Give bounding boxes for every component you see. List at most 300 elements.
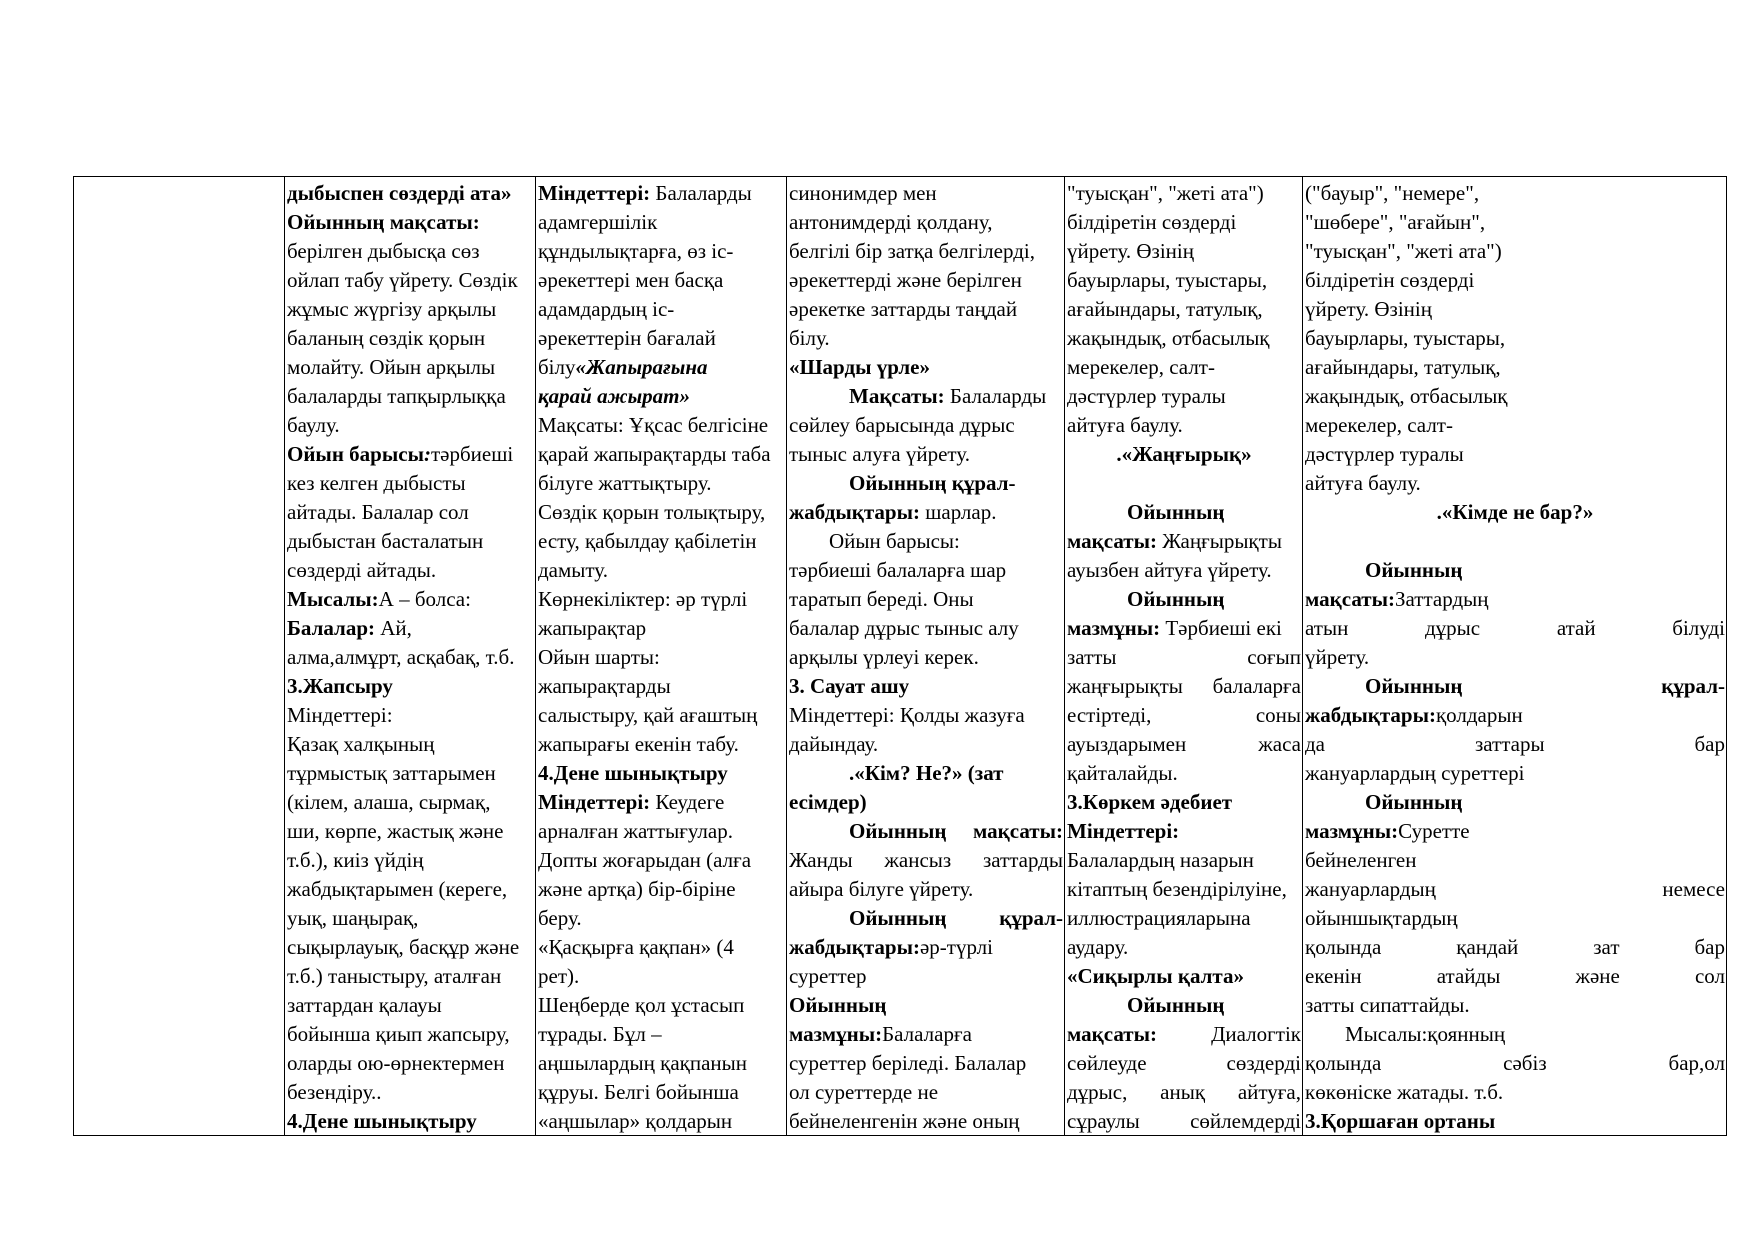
text-segment: есімдер) xyxy=(789,790,867,814)
text-line xyxy=(1305,933,1725,962)
text-segment: жапырағы екенін табу. xyxy=(538,732,739,756)
text-segment: суреттер беріледі. Балалар xyxy=(789,1051,1027,1075)
text-segment: 3. Сауат ашу xyxy=(789,674,910,698)
text-line xyxy=(789,498,1063,527)
text-segment: Балаларды xyxy=(650,181,752,205)
text-segment: Міндеттері: xyxy=(538,181,651,205)
text-segment: Кеудеге xyxy=(650,790,725,814)
text-segment: Балалардың назарын xyxy=(1067,848,1254,872)
text-segment: сол xyxy=(1694,964,1725,988)
text-line xyxy=(287,353,534,382)
text-segment: бар xyxy=(1694,935,1725,959)
text-line xyxy=(789,179,1063,208)
text-line xyxy=(789,585,1063,614)
text-segment: жануарлардың суреттері xyxy=(1305,761,1525,785)
text-line xyxy=(1305,672,1725,701)
cell-content xyxy=(536,177,786,1135)
text-segment: сөйлеу барысында дұрыс xyxy=(789,413,1015,437)
text-segment: бейнеленгенін және оның xyxy=(789,1109,1020,1133)
text-segment: сәбіз xyxy=(1503,1051,1547,1075)
text-segment: ойлап табу үйрету. Сөздік xyxy=(287,268,518,292)
text-segment: алма,алмұрт, асқабақ, т.б. xyxy=(287,645,515,669)
text-segment: адамгершілік xyxy=(538,210,658,234)
text-line xyxy=(1305,324,1725,353)
text-segment: Ойынның құрал- xyxy=(849,471,1016,495)
text-line xyxy=(1305,266,1725,295)
text-line xyxy=(1305,788,1725,817)
text-segment: тұрады. Бұл – xyxy=(538,1022,662,1046)
text-line xyxy=(287,1107,534,1135)
text-segment: бауырлары, туыстары, xyxy=(1067,268,1268,292)
text-line xyxy=(1305,440,1725,469)
text-segment: көкөніске жатады. т.б. xyxy=(1305,1080,1504,1104)
text-line xyxy=(1067,643,1301,672)
text-segment: айтады. Балалар сол xyxy=(287,500,469,524)
text-line xyxy=(1067,266,1301,295)
text-segment: тәрбиеші балаларға шар xyxy=(789,558,1007,582)
text-line xyxy=(1067,933,1301,962)
text-segment: айтуға баулу. xyxy=(1305,471,1421,495)
table-cell-mindetteri xyxy=(536,177,787,1136)
text-line xyxy=(1305,208,1725,237)
text-line xyxy=(538,295,785,324)
text-line xyxy=(1305,759,1725,788)
text-line xyxy=(538,1020,785,1049)
text-segment: Балалар: xyxy=(287,616,375,640)
text-segment: сөйлемдерді xyxy=(1190,1109,1301,1133)
text-segment: «Қасқырға қақпан» (4 xyxy=(538,935,734,959)
text-segment: ауызбен айтуға үйрету. xyxy=(1067,558,1272,582)
text-segment: арқылы үрлеуі керек. xyxy=(789,645,979,669)
text-segment: кітаптың безендірілуіне, xyxy=(1067,877,1287,901)
text-segment: шарлар. xyxy=(919,500,997,524)
text-line xyxy=(1067,498,1301,527)
text-line xyxy=(1067,788,1301,817)
text-segment: 4.Дене шынықтыру xyxy=(287,1109,477,1133)
text-segment: Суретте xyxy=(1398,819,1470,843)
text-line xyxy=(287,237,534,266)
text-segment: Ойынның xyxy=(1365,790,1463,814)
text-line xyxy=(287,556,534,585)
text-segment: анық xyxy=(1160,1080,1206,1104)
text-segment: уық, шаңырақ, xyxy=(287,906,419,930)
text-line xyxy=(538,266,785,295)
text-line xyxy=(538,875,785,904)
text-segment: мазмұны: xyxy=(1305,819,1399,843)
text-segment: Допты жоғарыдан (алға xyxy=(538,848,752,872)
text-line xyxy=(1067,585,1301,614)
text-segment: әр-түрлі xyxy=(919,935,993,959)
text-segment: 3.Көркем әдебиет xyxy=(1067,790,1233,814)
text-segment: Диалогтік xyxy=(1211,1022,1301,1046)
text-line xyxy=(1067,846,1301,875)
text-segment: дыбыспен сөздерді ата» xyxy=(287,181,512,205)
text-line xyxy=(538,527,785,556)
text-segment: «аңшылар» қолдарын xyxy=(538,1109,733,1133)
text-line xyxy=(1305,353,1725,382)
text-segment: Ойын барысы: xyxy=(829,529,960,553)
text-segment: құрал- xyxy=(999,906,1063,930)
text-line xyxy=(538,643,785,672)
text-line xyxy=(1305,1078,1725,1107)
text-segment: білдіретін сөздерді xyxy=(1067,210,1237,234)
text-segment: балаларды тапқырлыққа xyxy=(287,384,506,408)
text-line xyxy=(789,1107,1063,1135)
cell-content xyxy=(1065,177,1302,1135)
text-segment: жұмыс жүргізу арқылы xyxy=(287,297,497,321)
text-line xyxy=(287,469,534,498)
text-segment: Ойынның xyxy=(1365,558,1463,582)
text-segment: Заттардың xyxy=(1395,587,1489,611)
text-line xyxy=(789,295,1063,324)
text-line xyxy=(789,411,1063,440)
text-segment: дұрыс, xyxy=(1067,1080,1128,1104)
text-segment: (кілем, алаша, сырмақ, xyxy=(287,790,491,814)
text-line xyxy=(789,324,1063,353)
text-segment: синонимдер мен xyxy=(789,181,937,205)
text-segment: затты сипаттайды. xyxy=(1305,993,1470,1017)
text-segment: жапырақтар xyxy=(538,616,647,640)
text-segment: салыстыру, қай ағаштың xyxy=(538,703,758,727)
text-segment: жабдықтарымен (кереге, xyxy=(287,877,508,901)
table-cell-blank xyxy=(74,177,285,1136)
text-segment: заттардан қалауы xyxy=(287,993,442,1017)
text-segment: бар xyxy=(1694,732,1725,756)
text-segment: .«Кім? Не?» (зат xyxy=(849,761,1004,785)
text-segment: естіртеді, xyxy=(1067,703,1152,727)
text-line xyxy=(1067,962,1301,991)
text-segment: бар,ол xyxy=(1668,1051,1725,1075)
text-line xyxy=(538,962,785,991)
text-line xyxy=(287,614,534,643)
table-cell-bauyr xyxy=(1303,177,1727,1136)
text-line xyxy=(538,1049,785,1078)
text-line xyxy=(1067,411,1301,440)
text-segment: әрекетке заттарды таңдай xyxy=(789,297,1018,321)
text-segment: үйрету. xyxy=(1305,645,1370,669)
text-segment: арналған жаттығулар. xyxy=(538,819,733,843)
text-segment: дәстүрлер туралы xyxy=(1305,442,1464,466)
text-segment: Жанды xyxy=(789,848,853,872)
text-segment: айтуға баулу. xyxy=(1067,413,1183,437)
text-line xyxy=(538,788,785,817)
text-line xyxy=(538,701,785,730)
text-segment: Балаларды xyxy=(944,384,1047,408)
text-line xyxy=(1067,817,1301,846)
table-row xyxy=(74,177,1727,1136)
text-segment: ойыншықтардың xyxy=(1305,906,1458,930)
text-line xyxy=(287,817,534,846)
text-segment: Ойын барысы xyxy=(287,442,424,466)
text-segment: баулу. xyxy=(287,413,340,437)
text-segment: немесе xyxy=(1662,877,1725,901)
text-line xyxy=(538,469,785,498)
text-line xyxy=(287,440,534,469)
text-segment: әрекеттері мен басқа xyxy=(538,268,724,292)
text-line xyxy=(789,788,1063,817)
text-line xyxy=(287,759,534,788)
text-segment: сөйлеуде xyxy=(1067,1051,1147,1075)
text-segment: жапырақтарды xyxy=(538,674,671,698)
text-segment: таратып береді. Оны xyxy=(789,587,974,611)
text-segment: балаларға xyxy=(1212,674,1301,698)
text-segment: Ойынның xyxy=(1127,587,1225,611)
text-line xyxy=(789,904,1063,933)
text-segment: берілген дыбысқа сөз xyxy=(287,239,480,263)
text-line xyxy=(1067,1078,1301,1107)
text-line xyxy=(287,933,534,962)
text-segment: үйрету. Өзінің xyxy=(1305,297,1432,321)
text-line xyxy=(287,1049,534,1078)
text-segment: мақсаты: xyxy=(1305,587,1395,611)
text-line xyxy=(538,353,785,382)
text-line xyxy=(1305,1049,1725,1078)
text-segment: адамдардың іс- xyxy=(538,297,675,321)
text-segment: затты xyxy=(1067,645,1117,669)
text-line xyxy=(789,469,1063,498)
table-cell-tuysqan xyxy=(1065,177,1303,1136)
text-line xyxy=(789,382,1063,411)
text-segment: молайту. Ойын арқылы xyxy=(287,355,496,379)
text-segment: заттарды xyxy=(982,848,1063,872)
text-line xyxy=(287,527,534,556)
text-line xyxy=(1305,1020,1725,1049)
text-line xyxy=(538,324,785,353)
text-line xyxy=(1067,614,1301,643)
text-segment: есту, қабылдау қабілетін xyxy=(538,529,757,553)
text-segment: айтуға, xyxy=(1237,1080,1301,1104)
text-line xyxy=(538,817,785,846)
text-segment: тыныс алуға үйрету. xyxy=(789,442,970,466)
text-segment: рет). xyxy=(538,964,580,988)
text-line xyxy=(1305,179,1725,208)
text-segment: дайындау. xyxy=(789,732,879,756)
text-segment: соғып xyxy=(1247,645,1301,669)
text-segment: «Сиқырлы қалта» xyxy=(1067,964,1244,988)
text-line xyxy=(287,208,534,237)
text-segment: мақсаты: xyxy=(973,819,1063,843)
text-segment: жансыз xyxy=(884,848,952,872)
text-segment: қарай жапырақтарды таба xyxy=(538,442,771,466)
text-segment: бейнеленген xyxy=(1305,848,1417,872)
text-segment: сықырлауық, басқұр және xyxy=(287,935,520,959)
text-segment: сұраулы xyxy=(1067,1109,1140,1133)
text-segment: Мақсаты: Ұқсас белгісіне xyxy=(538,413,769,437)
text-segment: Міндеттері: Қолды жазуға xyxy=(789,703,1025,727)
text-line xyxy=(1067,1049,1301,1078)
text-line xyxy=(538,556,785,585)
text-segment: Міндеттері: xyxy=(538,790,651,814)
document-table xyxy=(73,176,1727,1136)
text-line xyxy=(287,846,534,875)
text-segment: 3.Жапсыру xyxy=(287,674,393,698)
text-segment: мерекелер, салт- xyxy=(1305,413,1453,437)
text-segment: Көрнекіліктер: әр түрлі xyxy=(538,587,748,611)
text-line xyxy=(1305,237,1725,266)
text-line xyxy=(287,962,534,991)
text-segment: құндылықтарға, өз іс- xyxy=(538,239,734,263)
text-segment: "туысқан", "жеті ата") xyxy=(1305,239,1502,263)
text-line xyxy=(1067,527,1301,556)
text-segment: ағайындары, татулық, xyxy=(1067,297,1263,321)
text-line xyxy=(1067,208,1301,237)
text-line xyxy=(1305,875,1725,904)
text-segment: қарай ажырат» xyxy=(538,384,690,408)
text-line xyxy=(538,904,785,933)
text-line xyxy=(789,759,1063,788)
text-line xyxy=(538,730,785,759)
text-segment: мерекелер, салт- xyxy=(1067,355,1215,379)
text-line xyxy=(789,353,1063,382)
text-segment: білдіретін сөздерді xyxy=(1305,268,1475,292)
text-line xyxy=(538,846,785,875)
text-segment: жаңғырықты xyxy=(1067,674,1183,698)
text-line xyxy=(1305,643,1725,672)
text-segment: Міндеттері: xyxy=(287,703,393,727)
text-segment: қолында xyxy=(1305,1051,1382,1075)
text-line xyxy=(1305,904,1725,933)
text-segment: білуге жаттықтыру. xyxy=(538,471,712,495)
text-segment: 4.Дене шынықтыру xyxy=(538,761,728,785)
text-line xyxy=(789,875,1063,904)
text-segment: аңшылардың қақпанын xyxy=(538,1051,748,1075)
text-line xyxy=(287,701,534,730)
text-segment: білу. xyxy=(789,326,830,350)
text-line xyxy=(287,179,534,208)
text-segment: ауыздарымен xyxy=(1067,732,1187,756)
text-segment: қолында xyxy=(1305,935,1382,959)
text-line xyxy=(1305,527,1725,556)
text-line xyxy=(1067,469,1301,498)
text-segment: атын xyxy=(1305,616,1349,640)
text-segment: құруы. Белгі бойынша xyxy=(538,1080,739,1104)
text-line xyxy=(538,759,785,788)
text-segment: Қазақ халқының xyxy=(287,732,435,756)
text-segment: жабдықтары: xyxy=(789,500,920,524)
text-line xyxy=(1067,179,1301,208)
text-line xyxy=(789,933,1063,962)
text-segment: Ойынның xyxy=(1365,674,1463,698)
text-segment: Шеңберде қол ұстасып xyxy=(538,993,745,1017)
text-segment: .«Кімде не бар?» xyxy=(1436,500,1594,524)
text-line xyxy=(1067,1107,1301,1135)
text-segment: зат xyxy=(1593,935,1620,959)
text-segment: кез келген дыбысты xyxy=(287,471,466,495)
text-segment: суреттер xyxy=(789,964,867,988)
text-line xyxy=(538,498,785,527)
text-segment: Ойынның xyxy=(789,993,887,1017)
text-segment: білуді xyxy=(1672,616,1725,640)
text-segment: дамыту. xyxy=(538,558,608,582)
text-line xyxy=(1305,411,1725,440)
text-line xyxy=(538,1078,785,1107)
text-segment: бойынша қиып жапсыру, xyxy=(287,1022,510,1046)
text-line xyxy=(538,237,785,266)
text-segment: Сөздік қорын толықтыру, xyxy=(538,500,766,524)
text-segment: сөздерді айтады. xyxy=(287,558,437,582)
text-segment: жануарлардың xyxy=(1305,877,1436,901)
text-line xyxy=(287,875,534,904)
text-line xyxy=(789,730,1063,759)
text-segment: Жаңғырықты xyxy=(1157,529,1282,553)
text-line xyxy=(287,1020,534,1049)
text-segment: ол суреттерде не xyxy=(789,1080,939,1104)
text-segment: әрекеттерін бағалай xyxy=(538,326,716,350)
text-line xyxy=(287,324,534,353)
text-segment: А – болса: xyxy=(378,587,471,611)
text-line xyxy=(789,1078,1063,1107)
text-segment: т.б.) таныстыру, аталған xyxy=(287,964,502,988)
text-line xyxy=(1305,817,1725,846)
text-line xyxy=(1305,962,1725,991)
text-segment: жаса xyxy=(1258,732,1301,756)
text-segment: балалар дұрыс тыныс алу xyxy=(789,616,1019,640)
text-segment: және xyxy=(1575,964,1620,988)
text-segment: .«Жаңғырық» xyxy=(1116,442,1252,466)
text-segment: "туысқан", "жеті ата") xyxy=(1067,181,1264,205)
text-segment: т.б.), киіз үйдің xyxy=(287,848,424,872)
text-segment: да xyxy=(1305,732,1326,756)
text-line xyxy=(538,440,785,469)
text-line xyxy=(287,991,534,1020)
text-segment: иллюстрацияларына xyxy=(1067,906,1251,930)
text-line xyxy=(287,382,534,411)
text-segment: соны xyxy=(1255,703,1301,727)
text-line xyxy=(789,1020,1063,1049)
text-segment: айыра білуге үйрету. xyxy=(789,877,974,901)
text-line xyxy=(1305,382,1725,411)
text-segment: 3.Қоршаған ортаны xyxy=(1305,1109,1496,1133)
text-line xyxy=(538,933,785,962)
text-segment: безендіру.. xyxy=(287,1080,382,1104)
text-line xyxy=(287,295,534,324)
text-line xyxy=(538,1107,785,1135)
text-line xyxy=(1305,585,1725,614)
text-segment: оларды ою-өрнектермен xyxy=(287,1051,505,1075)
text-segment: жабдықтары: xyxy=(1305,703,1436,727)
text-line xyxy=(1067,353,1301,382)
text-line xyxy=(789,614,1063,643)
text-segment: дәстүрлер туралы xyxy=(1067,384,1226,408)
text-segment: мазмұны: xyxy=(1067,616,1161,640)
text-line xyxy=(1067,556,1301,585)
text-segment: аудару. xyxy=(1067,935,1129,959)
text-segment: сөздерді xyxy=(1226,1051,1301,1075)
text-line xyxy=(1305,1107,1725,1135)
text-segment: Балаларға xyxy=(882,1022,972,1046)
text-segment: Тәрбиеші екі xyxy=(1160,616,1282,640)
text-line xyxy=(1067,991,1301,1020)
text-line xyxy=(287,498,534,527)
text-line xyxy=(789,701,1063,730)
cell-content xyxy=(74,177,284,1135)
text-segment: мақсаты: xyxy=(1067,1022,1157,1046)
text-segment: Ай, xyxy=(375,616,412,640)
cell-content xyxy=(1303,177,1726,1135)
text-line xyxy=(287,266,534,295)
text-line xyxy=(287,411,534,440)
text-line xyxy=(789,556,1063,585)
text-line xyxy=(1305,556,1725,585)
text-line xyxy=(538,179,785,208)
text-line xyxy=(1305,991,1725,1020)
text-line xyxy=(287,730,534,759)
text-line xyxy=(789,527,1063,556)
text-line xyxy=(1067,382,1301,411)
text-line xyxy=(1305,614,1725,643)
text-segment: Ойынның xyxy=(849,819,947,843)
text-line xyxy=(1067,440,1301,469)
